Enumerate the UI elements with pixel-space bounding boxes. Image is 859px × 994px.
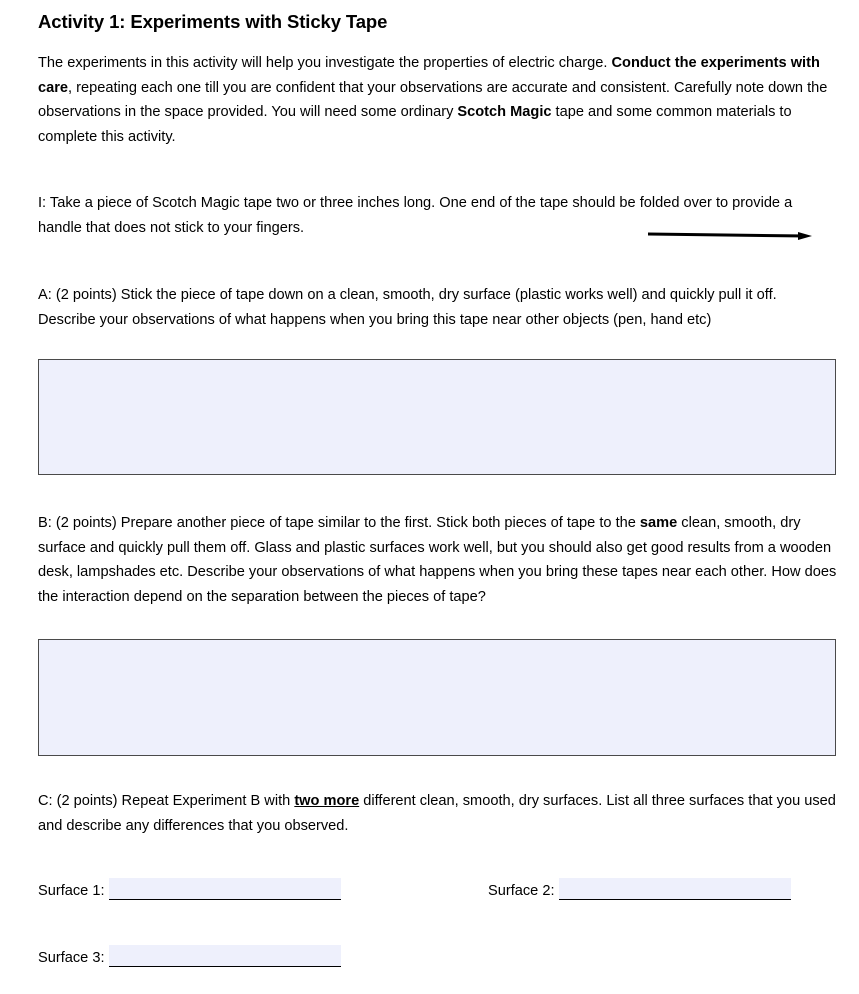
tape-line-drawing [648, 224, 814, 244]
intro-text-1: The experiments in this activity will help you investigate the properties of electric charge. [38, 55, 612, 71]
intro-text-3: tape and some common materials to complete this activity. [38, 104, 792, 145]
surface-2-input[interactable] [559, 878, 791, 900]
question-a: A: (2 points) Stick the piece of tape down on a clean, smooth, dry surface (plastic works well) and quickly pull it off. Describe your observations of what happens when you bring this tape near other objects (pen, hand etc) [38, 287, 777, 328]
answer-b-field[interactable] [38, 639, 836, 756]
page-title: Activity 1: Experiments with Sticky Tape [38, 11, 388, 32]
question-c-text-1: C: (2 points) Repeat Experiment B with [38, 793, 295, 809]
intro-bold-1: Conduct the experiments with care [38, 55, 820, 96]
question-b [38, 511, 838, 609]
question-c [38, 789, 838, 838]
surface-3-input[interactable] [109, 945, 341, 967]
intro-paragraph [38, 51, 838, 149]
answer-a-field[interactable] [38, 359, 836, 475]
intro-text-2: , repeating each one till you are confident that your observations are accurate and consistent. Carefully note down the observations in the space provided. You will need some ordinary [38, 79, 828, 120]
surface-2-label: Surface 2: [488, 883, 555, 899]
surface-3-row [38, 945, 341, 967]
surface-1-label: Surface 1: [38, 883, 105, 899]
question-b-bold: same [639, 515, 678, 531]
step-i-instructions: I: Take a piece of Scotch Magic tape two or three inches long. One end of the tape should be folded over to provide a handle that does not stick to your fingers. [38, 195, 793, 236]
question-c-underline: two more [294, 793, 360, 809]
question-b-text-1: B: (2 points) Prepare another piece of tape similar to the first. Stick both pieces of tape to the [38, 515, 640, 531]
surface-1-input[interactable] [109, 878, 341, 900]
intro-bold-2: Scotch Magic [457, 104, 552, 120]
surface-2-row [488, 878, 791, 900]
surface-1-row [38, 878, 341, 900]
surface-3-label: Surface 3: [38, 950, 105, 966]
question-c-text-2: different clean, smooth, dry surfaces. List all three surfaces that you used and describe any differences that you observed. [38, 793, 836, 834]
question-b-text-2: clean, smooth, dry surface and quickly pull them off. Glass and plastic surfaces work well, but you should also get good results from a wooden desk, lampshades etc. Describe your observations of what happens when you bring these tapes near each other. How does the interaction depend on the separation between the pieces of tape? [38, 515, 837, 605]
